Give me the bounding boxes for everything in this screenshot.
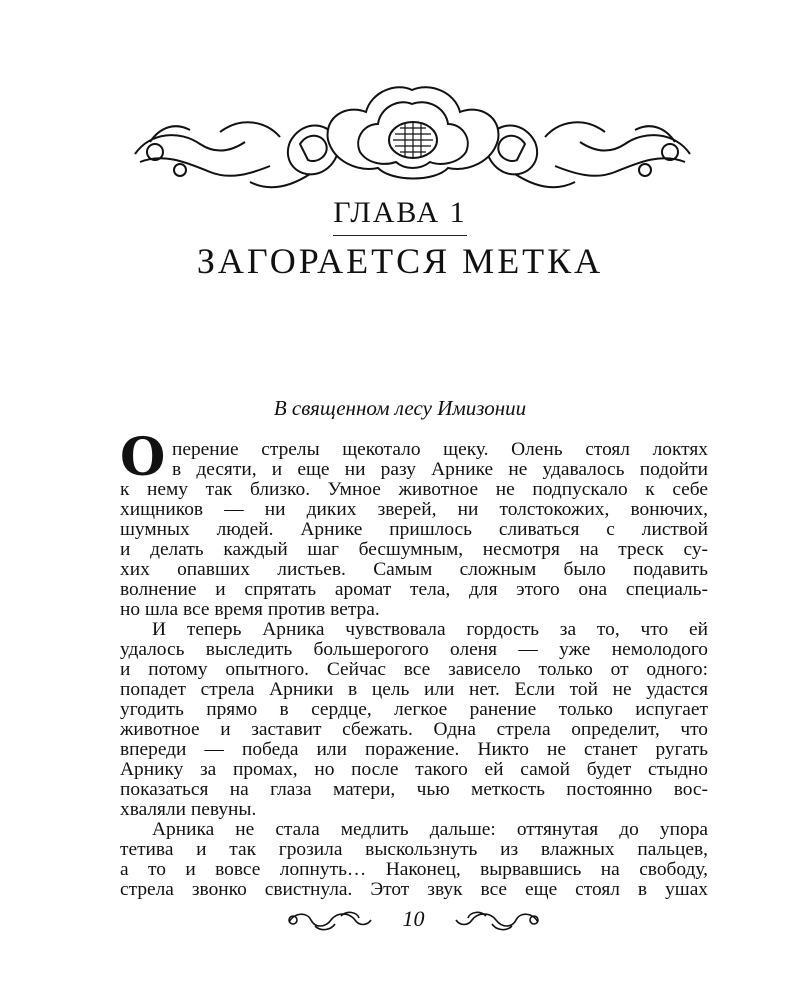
chapter-title: ЗАГОРАЕТСЯ МЕТКА	[196, 241, 604, 281]
text-line: перение стрелы щекотало щеку. Олень стоял локтях	[172, 439, 708, 460]
text-line: шумных людей. Арнике пришлось сливаться с листвой	[120, 519, 708, 540]
text-line: волнение и спрятать аромат тела, для этого она специаль-	[120, 579, 708, 600]
text-line: но шла все время против ветра.	[120, 599, 380, 620]
text-line: И теперь Арника чувствовала гордость за то, что ей	[152, 619, 708, 640]
scroll-flourish-left-icon	[285, 908, 375, 932]
drop-cap: О	[120, 427, 166, 488]
chapter-label: ГЛАВА 1	[333, 196, 467, 229]
text-line: показаться на глаза матери, чью меткость постоянно вос-	[120, 779, 708, 800]
text-line: удалось выследить большерогого оленя — уже немолодого	[120, 639, 708, 660]
page-number: 10	[402, 906, 425, 931]
text-line: впереди — победа или поражение. Никто не станет ругать	[120, 739, 708, 760]
floral-header-ornament-icon	[130, 82, 695, 200]
text-line: хваляли певуны.	[120, 799, 257, 820]
text-line: тетива и так грозила выскользнуть из влажных пальцев,	[120, 839, 708, 860]
text-line: в десяти, и еще ни разу Арнике не удавалось подойти	[172, 459, 708, 480]
text-line: животное и заставит сбежать. Одна стрела определит, что	[120, 719, 708, 740]
text-line: угодить прямо в сердце, легкое ранение только испугает	[120, 699, 708, 720]
text-line: Арнику за промах, но после такого ей самой будет стыдно	[120, 759, 708, 780]
text-line: к нему так близко. Умное животное не подпускало к себе	[120, 479, 708, 500]
scroll-flourish-right-icon	[452, 908, 542, 932]
text-line: хих опавших листьев. Самым сложным было подавить	[120, 559, 708, 580]
text-line: попадет стрела Арники в цель или нет. Если той не удастся	[120, 679, 708, 700]
text-line: хищников — ни диких зверей, ни толстокожих, вонючих,	[120, 499, 708, 520]
text-line: и делать каждый шаг бесшумным, несмотря на треск су-	[120, 539, 708, 560]
text-line: и потому опытного. Сейчас все зависело только от одного:	[120, 659, 708, 680]
text-line: стрела звонко свистнула. Этот звук все еще стоял в ушах	[120, 879, 708, 900]
page-footer	[0, 900, 800, 940]
chapter-location-subtitle: В священном лесу Имизонии	[273, 396, 527, 420]
text-line: а то и вовсе лопнуть… Наконец, вырвавшись на свободу,	[120, 859, 708, 880]
body-text	[120, 440, 708, 900]
chapter-divider	[333, 235, 467, 236]
text-line: Арника не стала медлить дальше: оттянутая до упора	[152, 819, 708, 840]
